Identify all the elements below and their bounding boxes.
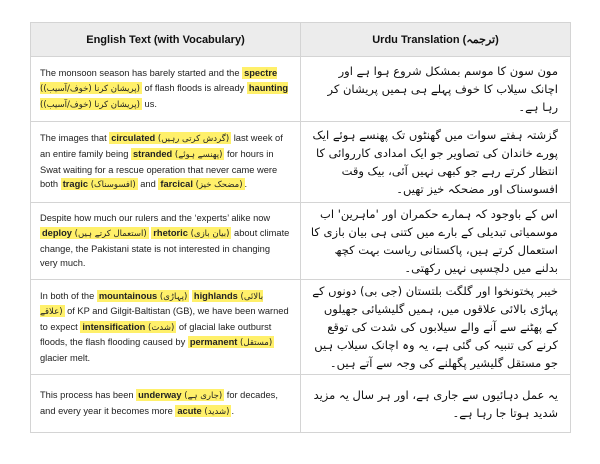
vocabulary-highlight: [61, 178, 138, 190]
vocabulary-highlight: [158, 178, 244, 190]
vocabulary-gloss: (استعمال کرتے ہیں): [71, 228, 147, 239]
english-text-cell: [31, 122, 301, 203]
english-text-cell: [31, 57, 301, 122]
vocabulary-highlight: [131, 148, 224, 160]
english-text-cell: [31, 280, 301, 375]
vocabulary-highlight: [175, 405, 231, 417]
table-row: [31, 57, 571, 122]
english-text: us.: [141, 98, 157, 109]
vocabulary-gloss: (شدید): [201, 406, 230, 417]
vocabulary-gloss: (مضحک خیز): [192, 180, 243, 191]
vocabulary-word: circulated: [111, 133, 156, 144]
urdu-translation-cell: مون سون کا موسم بمشکل شروع ہوا ہے اور اچانک سیلاب کا خوف پہلے ہی ہمیں پریشان کر رہا ہے۔: [301, 57, 571, 122]
urdu-translation-cell: گزشتہ ہفتے سوات میں گھنٹوں تک پھنسے ہوئے ایک پورے خاندان کی تصاویر جو ایک امدادی کارروائی کا انتظار کرتے رہے جو کبھی نہیں آئی، بیک وقت افسوسناک اور مضحکہ خیز تھیں۔: [301, 122, 571, 203]
vocabulary-highlight: [97, 290, 189, 302]
vocabulary-word: permanent: [189, 337, 238, 348]
vocabulary-highlight: [136, 389, 224, 401]
english-text: The monsoon season has barely started and the: [40, 67, 243, 78]
vocabulary-gloss: (پہاڑی): [157, 291, 188, 302]
vocabulary-word: stranded: [132, 148, 173, 159]
english-text: and: [137, 179, 159, 190]
english-text: .: [244, 179, 248, 190]
english-text: for decades, and every year it becomes more: [40, 389, 278, 416]
vocabulary-gloss: (شدت): [145, 322, 175, 333]
vocabulary-gloss: (پریشان کرنا (خوف/آسیب)): [40, 99, 140, 110]
urdu-translation-cell: خیبر پختونخوا اور گلگت بلتستان (جی بی) دونوں کے پہاڑی بالائی علاقوں میں، ہمیں گلیشیائی جھیلوں کے پھٹنے سے آنے والے سیلابوں کی شدت کی توقع کرنے کی تنبیہ کی گئی ہے، یہ وہ اچانک سیلاب ہیں جو مستقل گلیشیر پگھلنے کی وجہ سے آتے ہیں۔: [301, 280, 571, 375]
vocabulary-word: spectre: [244, 67, 278, 78]
english-text: glacier melt.: [40, 352, 91, 363]
table-row: [31, 203, 571, 280]
vocabulary-word: deploy: [42, 227, 72, 238]
urdu-translation-cell: اس کے باوجود کہ ہمارے حکمران اور 'ماہرین' اب موسمیاتی تبدیلی کے بارے میں کتنی ہی بیان بازی کا استعمال کرتے ہیں، پاکستانی ریاست بہت کچھ بدلنے میں دلچسپی نہیں رکھتی۔: [301, 203, 571, 280]
vocabulary-word: acute: [177, 405, 202, 416]
english-text: Despite how much our rulers and the ‘experts’ alike now: [40, 213, 271, 224]
vocabulary-word: highlands: [193, 290, 238, 301]
vocabulary-highlight: [188, 336, 274, 348]
table-row: [31, 375, 571, 433]
vocabulary-word: farcical: [160, 179, 193, 190]
vocabulary-gloss: (افسوسناک): [88, 180, 136, 191]
vocabulary-highlight: [40, 227, 149, 239]
english-column-header: English Text (with Vocabulary): [31, 23, 301, 57]
english-text: In both of the: [40, 290, 97, 301]
vocabulary-highlight: [80, 321, 176, 333]
header-row: [31, 23, 571, 57]
vocabulary-highlight: [151, 227, 231, 239]
english-text: The images that: [40, 133, 110, 144]
urdu-column-header: Urdu Translation (ترجمہ): [301, 23, 571, 57]
urdu-translation-cell: یہ عمل دہائیوں سے جاری ہے، اور ہر سال یہ مزید شدید ہوتا جا رہا ہے۔: [301, 375, 571, 433]
vocabulary-table-container: [30, 22, 570, 433]
english-text: This process has been: [40, 389, 137, 400]
english-text-cell: [31, 375, 301, 433]
english-text: for hours in Swat waiting for a rescue operation that never came were both: [40, 148, 278, 190]
vocabulary-gloss: (جاری ہے): [181, 390, 223, 401]
table-row: [31, 122, 571, 203]
english-text: last week of an entire family being: [40, 133, 283, 159]
vocabulary-gloss: (بالائی علاقے): [40, 291, 264, 318]
english-text-cell: [31, 203, 301, 280]
vocabulary-table: [30, 22, 571, 433]
table-row: [31, 280, 571, 375]
vocabulary-word: intensification: [82, 321, 146, 332]
vocabulary-highlight: [109, 132, 231, 144]
vocabulary-gloss: (پھنسے ہوئے): [172, 149, 223, 160]
english-text: of glacial lake outburst floods, the flash flooding caused by: [40, 321, 272, 348]
vocabulary-word: mountainous: [98, 290, 158, 301]
vocabulary-gloss: (گردش کرتی رہیں): [155, 134, 230, 145]
vocabulary-gloss: (مستقل): [237, 338, 273, 349]
vocabulary-gloss: (بیان بازی): [187, 228, 230, 239]
vocabulary-word: tragic: [62, 179, 89, 190]
vocabulary-word: rhetoric: [153, 227, 188, 238]
vocabulary-gloss: (پریشان کرنا (خوف/آسیب)): [40, 84, 140, 95]
english-text: of KP and Gilgit-Baltistan (GB), we have been warned to expect: [40, 306, 289, 332]
vocabulary-word: underway: [138, 389, 182, 400]
english-text: about climate change, the Pakistani state is not interested in changing very much.: [40, 227, 290, 269]
english-text: .: [231, 405, 235, 416]
english-text: of flash floods is already: [141, 83, 247, 94]
vocabulary-word: haunting: [248, 83, 289, 94]
table-body: [31, 57, 571, 433]
